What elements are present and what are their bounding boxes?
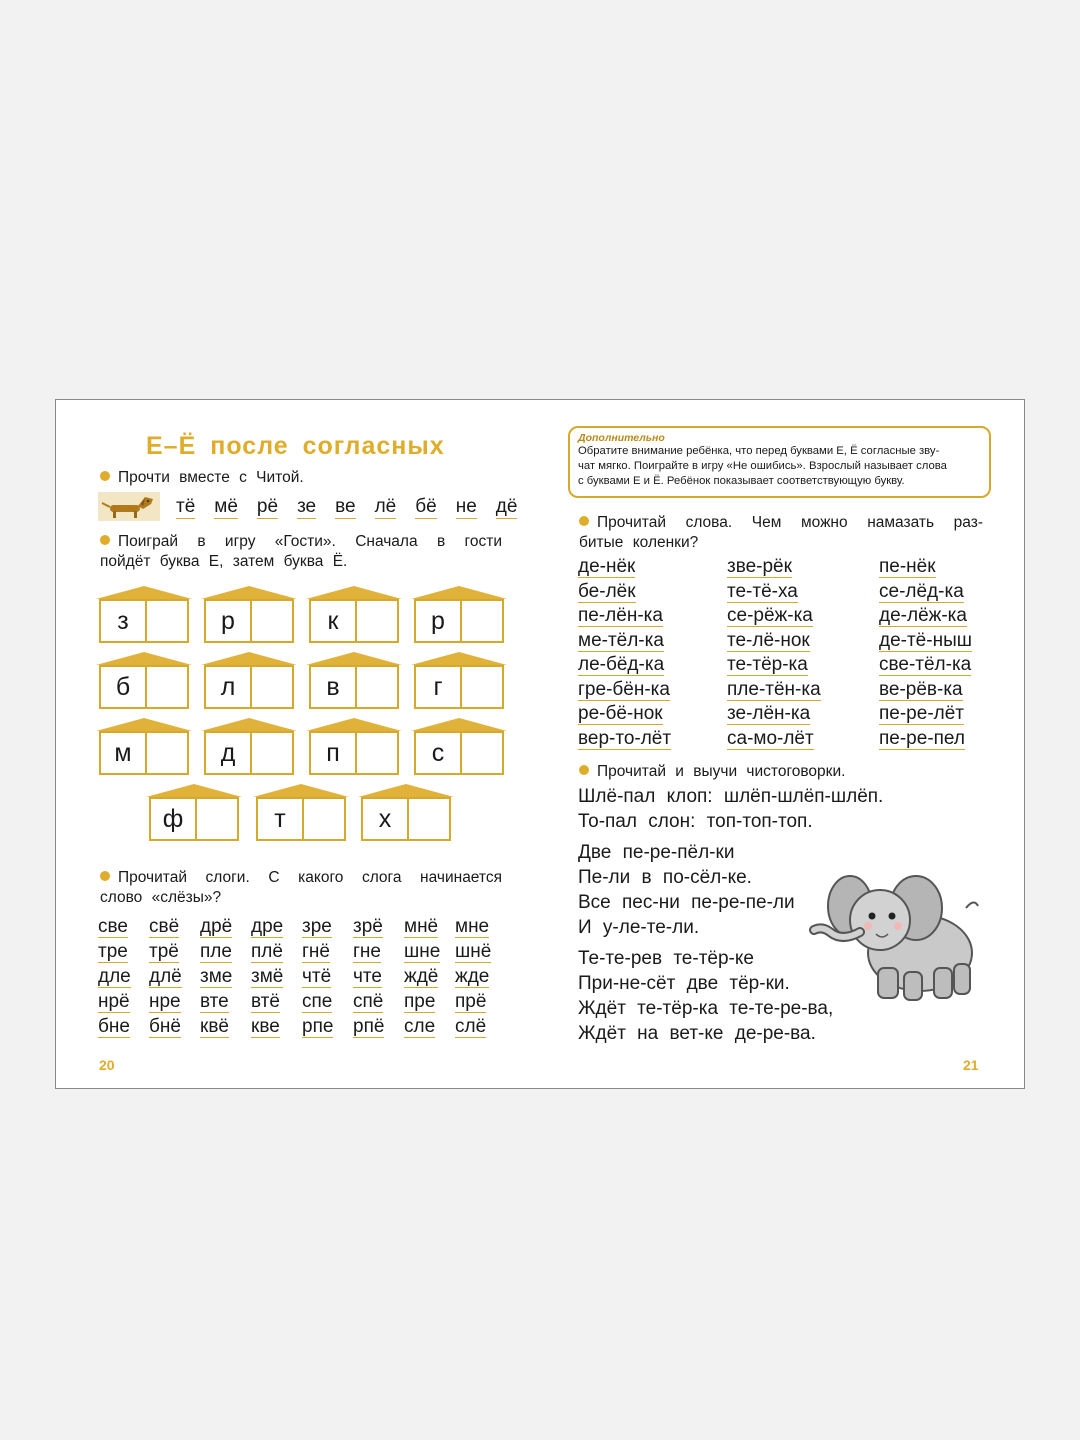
syllable: прё <box>455 991 487 1012</box>
word: пе-лён-ка <box>578 605 663 626</box>
syllable: мне <box>455 916 490 937</box>
empty-room[interactable] <box>357 733 397 773</box>
word: пле-тён-ка <box>727 678 821 700</box>
elephant-icon <box>808 868 988 1008</box>
parent-note-box <box>568 426 991 498</box>
word: те-тёр-ка <box>727 654 808 675</box>
house-letter: к <box>311 601 357 641</box>
twister-line: Ждёт те-тёр-ка те-те-ре-ва, <box>578 998 834 1019</box>
syllable: дре <box>251 916 284 937</box>
twister-line: Две пе-ре-пёл-ки <box>578 842 735 863</box>
roof-icon <box>306 652 402 665</box>
note-line: Обратите внимание ребёнка, что перед буквами Е, Ё согласные зву- <box>578 445 940 457</box>
twister-line: При-не-сёт две тёр-ки. <box>578 973 790 994</box>
syllable: спё <box>353 991 384 1012</box>
roof-icon <box>358 784 454 797</box>
roof-icon <box>201 652 297 665</box>
empty-room[interactable] <box>357 601 397 641</box>
syllable-grid <box>98 916 508 1041</box>
word: де-нёк <box>578 556 636 577</box>
task-learn-tongue-twisters <box>579 762 845 782</box>
houses-grid <box>96 586 506 848</box>
house-letter: с <box>416 733 462 773</box>
bullet-icon <box>100 871 110 881</box>
roof-icon <box>96 652 192 665</box>
syllable: бне <box>98 1016 130 1037</box>
task-text: Прочитай слова. Чем можно намазать раз- <box>597 514 983 531</box>
page-number-left: 20 <box>99 1057 115 1073</box>
empty-room[interactable] <box>252 733 292 773</box>
house-letter: р <box>416 601 462 641</box>
syllable: пле <box>200 941 232 962</box>
roof-icon <box>96 718 192 731</box>
roof-icon <box>201 586 297 599</box>
empty-room[interactable] <box>462 667 502 707</box>
word: све-тёл-ка <box>879 654 972 675</box>
syllable: шнё <box>455 941 492 962</box>
syllable: бё <box>415 496 437 517</box>
syllable-row <box>98 1016 508 1041</box>
roof-icon <box>253 784 349 797</box>
syllable: дё <box>495 496 518 517</box>
roof-icon <box>411 586 507 599</box>
syllable: свё <box>149 916 180 937</box>
house-letter: м <box>101 733 147 773</box>
house <box>306 652 402 712</box>
word-row <box>578 728 988 753</box>
syllable-row <box>98 966 508 991</box>
word: де-лёж-ка <box>879 605 967 626</box>
roof-icon <box>306 586 402 599</box>
book-spread <box>55 399 1025 1089</box>
word-row <box>578 654 988 679</box>
word: бе-лёк <box>578 580 636 602</box>
syllable: втё <box>251 991 280 1012</box>
word: се-рёж-ка <box>727 605 813 626</box>
house-letter: т <box>258 799 304 839</box>
task-read-with-chita <box>100 468 304 488</box>
house <box>201 586 297 646</box>
house-letter: б <box>101 667 147 707</box>
dog-chita-illustration <box>98 492 160 521</box>
house <box>96 586 192 646</box>
house <box>96 718 192 778</box>
empty-room[interactable] <box>462 733 502 773</box>
twister-line: Те-те-рев те-тёр-ке <box>578 948 754 969</box>
task-text: Прочти вместе с Читой. <box>118 469 304 486</box>
words-grid <box>578 556 988 752</box>
syllable: трё <box>149 941 179 962</box>
syllable-row <box>98 991 508 1016</box>
house-letter: д <box>206 733 252 773</box>
word: ле-бёд-ка <box>578 654 665 675</box>
roof-icon <box>411 652 507 665</box>
note-line: с буквами Е и Ё. Ребёнок показывает соответствующую букву. <box>578 475 905 487</box>
word: пе-ре-пел <box>879 727 965 749</box>
note-line: чат мягко. Поиграйте в игру «Не ошибись». Взрослый называет слова <box>578 460 947 472</box>
roof-icon <box>201 718 297 731</box>
syllable: лё <box>374 496 397 517</box>
word-row <box>578 605 988 630</box>
syllable: кве <box>251 1016 280 1037</box>
house-letter: ф <box>151 799 197 839</box>
empty-room[interactable] <box>357 667 397 707</box>
word-row <box>578 630 988 655</box>
house <box>411 652 507 712</box>
roof-icon <box>411 718 507 731</box>
syllable: зме <box>200 966 233 987</box>
syllable: дле <box>98 966 131 987</box>
house <box>253 784 349 844</box>
twister-line: Пе-ли в по-сёл-ке. <box>578 867 752 888</box>
house-letter: з <box>101 601 147 641</box>
task-text: Прочитай слоги. С какого слога начинается <box>118 869 502 886</box>
syllable: ве <box>335 496 356 517</box>
roof-icon <box>146 784 242 797</box>
roof-icon <box>306 718 402 731</box>
syllable-row <box>98 916 508 941</box>
word: ве-рёв-ка <box>879 678 963 700</box>
word: те-тё-ха <box>727 580 798 602</box>
house <box>201 718 297 778</box>
task-text: Поиграй в игру «Гости». Сначала в гости <box>118 533 502 550</box>
word: зе-лён-ка <box>727 703 811 724</box>
word: те-лё-нок <box>727 629 810 651</box>
syllable: зрё <box>353 916 383 937</box>
word: се-лёд-ка <box>879 580 964 602</box>
word: ме-тёл-ка <box>578 629 664 651</box>
house <box>96 652 192 712</box>
syllable-row-chita <box>176 496 517 519</box>
syllable: слё <box>455 1016 487 1037</box>
syllable: све <box>98 916 128 937</box>
syllable: сле <box>404 1016 436 1037</box>
syllable: жде <box>455 966 490 987</box>
word-row <box>578 679 988 704</box>
syllable: рё <box>256 496 279 517</box>
syllable: дрё <box>200 916 233 937</box>
syllable: тре <box>98 941 128 962</box>
house <box>201 652 297 712</box>
syllable: тё <box>176 496 196 517</box>
syllable: плё <box>251 941 283 962</box>
syllable: мнё <box>404 916 439 937</box>
empty-room[interactable] <box>147 733 187 773</box>
word: са-мо-лёт <box>727 727 814 749</box>
task-text: слово «слёзы»? <box>100 889 222 906</box>
house <box>146 784 242 844</box>
syllable: длё <box>149 966 182 987</box>
empty-room[interactable] <box>409 799 449 839</box>
note-title: Дополнительно <box>578 432 665 444</box>
house <box>306 718 402 778</box>
syllable: нре <box>149 991 181 1012</box>
task-guests-game <box>100 532 502 572</box>
elephant-illustration <box>808 868 988 1008</box>
task-text: пойдёт буква Е, затем буква Ё. <box>100 553 348 570</box>
dachshund-icon <box>98 492 160 521</box>
task-read-words <box>579 513 983 553</box>
task-text: битые коленки? <box>579 534 699 551</box>
word: ре-бё-нок <box>578 703 663 724</box>
syllable: рпё <box>353 1016 385 1037</box>
syllable: бнё <box>149 1016 181 1037</box>
syllable: чтё <box>302 966 332 987</box>
empty-room[interactable] <box>252 667 292 707</box>
bullet-icon <box>579 516 589 526</box>
word-row <box>578 556 988 581</box>
syllable: гне <box>353 941 381 962</box>
syllable: мё <box>214 496 238 517</box>
word: пе-ре-лёт <box>879 703 964 724</box>
syllable: нрё <box>98 991 130 1012</box>
syllable: змё <box>251 966 284 987</box>
syllable: зе <box>297 496 317 517</box>
syllable: ждё <box>404 966 439 987</box>
word-row <box>578 703 988 728</box>
twister-line: То-пал слон: топ-топ-топ. <box>578 811 813 832</box>
syllable: гнё <box>302 941 330 962</box>
syllable-row <box>98 941 508 966</box>
twister-line: И у-ле-те-ли. <box>578 917 700 938</box>
word-row <box>578 581 988 606</box>
syllable: шне <box>404 941 441 962</box>
house-letter: х <box>363 799 409 839</box>
house-letter: р <box>206 601 252 641</box>
house <box>306 586 402 646</box>
bullet-icon <box>579 765 589 775</box>
twister-line: Все пес-ни пе-ре-пе-ли <box>578 892 795 913</box>
empty-room[interactable] <box>147 601 187 641</box>
empty-room[interactable] <box>304 799 344 839</box>
twister-line: Ждёт на вет-ке де-ре-ва. <box>578 1023 816 1044</box>
empty-room[interactable] <box>252 601 292 641</box>
syllable: пре <box>404 991 436 1012</box>
house-letter: г <box>416 667 462 707</box>
word: вер-то-лёт <box>578 727 672 749</box>
word: де-тё-ныш <box>879 629 972 651</box>
word: гре-бён-ка <box>578 678 670 700</box>
word: пе-нёк <box>879 556 936 577</box>
bullet-icon <box>100 471 110 481</box>
twister-line: Шлё-пал клоп: шлёп-шлёп-шлёп. <box>578 786 884 807</box>
syllable: чте <box>353 966 382 987</box>
syllable: не <box>455 496 477 517</box>
syllable: квё <box>200 1016 229 1037</box>
empty-room[interactable] <box>462 601 502 641</box>
house <box>411 586 507 646</box>
roof-icon <box>96 586 192 599</box>
syllable: спе <box>302 991 333 1012</box>
empty-room[interactable] <box>197 799 237 839</box>
house <box>411 718 507 778</box>
page-number-right: 21 <box>963 1057 979 1073</box>
page-title: Е–Ё после согласных <box>146 432 445 460</box>
syllable: рпе <box>302 1016 334 1037</box>
house-letter: л <box>206 667 252 707</box>
empty-room[interactable] <box>147 667 187 707</box>
house-letter: п <box>311 733 357 773</box>
task-text: Прочитай и выучи чистоговорки. <box>597 763 846 780</box>
house <box>358 784 454 844</box>
word: зве-рёк <box>727 556 792 577</box>
task-read-syllables <box>100 868 502 908</box>
house-letter: в <box>311 667 357 707</box>
syllable: зре <box>302 916 332 937</box>
syllable: вте <box>200 991 229 1012</box>
bullet-icon <box>100 535 110 545</box>
